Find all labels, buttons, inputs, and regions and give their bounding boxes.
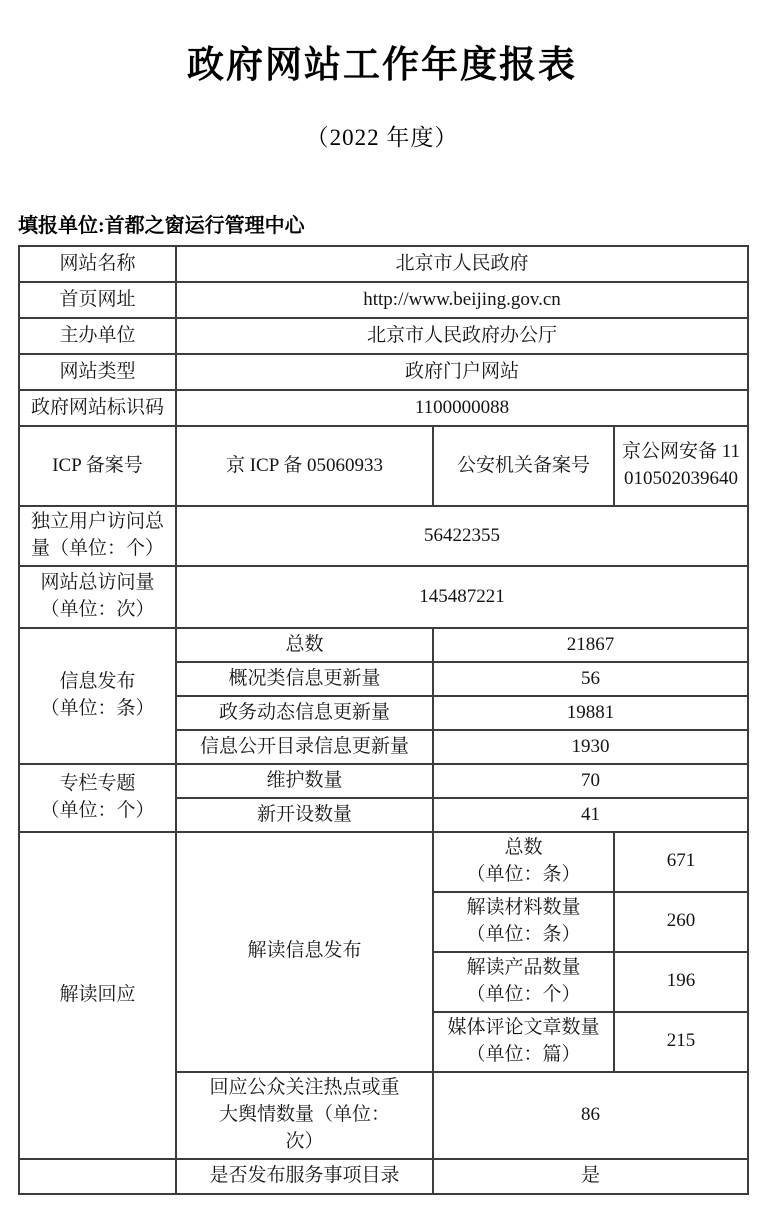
row-interpret-total [19,832,748,892]
interpretation-section-label: 解读回应 [19,832,176,1159]
total-visits-value: 145487221 [176,566,748,628]
row-unique-visitors [19,506,748,566]
interpret-products-label: 解读产品数量 （单位：个） [433,952,614,1012]
report-title: 政府网站工作年度报表 [187,44,577,85]
columns-maintained-value: 70 [433,764,748,798]
gov-news-updates-label: 政务动态信息更新量 [176,696,433,730]
police-record-label: 公安机关备案号 [433,426,614,506]
row-service-catalog [19,1159,748,1194]
columns-new-value: 41 [433,798,748,832]
row-website-name [19,246,748,282]
homepage-url-value: http://www.beijing.gov.cn [176,282,748,318]
reporting-unit-line [18,209,764,238]
row-columns-maintained [19,764,748,798]
media-articles-label: 媒体评论文章数量 （单位：篇） [433,1012,614,1072]
reporting-unit-label: 填报单位: [18,215,105,237]
website-type-value: 政府门户网站 [176,354,748,390]
directory-updates-label: 信息公开目录信息更新量 [176,730,433,764]
overview-updates-value: 56 [433,662,748,696]
row-site-id-code [19,390,748,426]
site-id-code-value: 1100000088 [176,390,748,426]
host-unit-label: 主办单位 [19,318,176,354]
row-total-visits [19,566,748,628]
interpret-products-value: 196 [614,952,748,1012]
annual-report-table [18,245,749,1195]
columns-topics-section-label: 专栏专题 （单位：个） [19,764,176,832]
service-catalog-label: 是否发布服务事项目录 [176,1159,433,1194]
hot-response-label: 回应公众关注热点或重大舆情数量（单位：次） [176,1072,433,1159]
row-icp-record [19,426,748,506]
hot-response-value: 86 [433,1072,748,1159]
police-record-value: 京公网安备 11010502039640 [614,426,748,506]
report-page [0,34,764,1222]
site-id-code-label: 政府网站标识码 [19,390,176,426]
columns-new-label: 新开设数量 [176,798,433,832]
unique-visitors-label: 独立用户访问总量（单位：个） [19,506,176,566]
website-name-label: 网站名称 [19,246,176,282]
reporting-unit-value: 首都之窗运行管理中心 [104,215,305,237]
media-articles-value: 215 [614,1012,748,1072]
info-publish-section-label: 信息发布 （单位：条） [19,628,176,764]
homepage-url-label: 首页网址 [19,282,176,318]
row-info-publish-total [19,628,748,662]
interpret-total-label: 总数 （单位：条） [433,832,614,892]
interpret-materials-label: 解读材料数量 （单位：条） [433,892,614,952]
overview-updates-label: 概况类信息更新量 [176,662,433,696]
interpret-total-value: 671 [614,832,748,892]
total-visits-label: 网站总访问量 （单位：次） [19,566,176,628]
interpret-materials-value: 260 [614,892,748,952]
columns-maintained-label: 维护数量 [176,764,433,798]
icp-label: ICP 备案号 [19,426,176,506]
host-unit-value: 北京市人民政府办公厅 [176,318,748,354]
row-homepage-url [19,282,748,318]
info-publish-total-value: 21867 [433,628,748,662]
directory-updates-value: 1930 [433,730,748,764]
service-catalog-value: 是 [433,1159,748,1194]
service-section-empty-cell [19,1159,176,1194]
interpret-publish-label: 解读信息发布 [176,832,433,1072]
info-publish-total-label: 总数 [176,628,433,662]
row-website-type [19,354,748,390]
website-name-value: 北京市人民政府 [176,246,748,282]
gov-news-updates-value: 19881 [433,696,748,730]
row-host-unit [19,318,748,354]
icp-value: 京 ICP 备 05060933 [176,426,433,506]
unique-visitors-value: 56422355 [176,506,748,566]
website-type-label: 网站类型 [19,354,176,390]
report-year-subtitle: （2022 年度） [305,125,459,150]
